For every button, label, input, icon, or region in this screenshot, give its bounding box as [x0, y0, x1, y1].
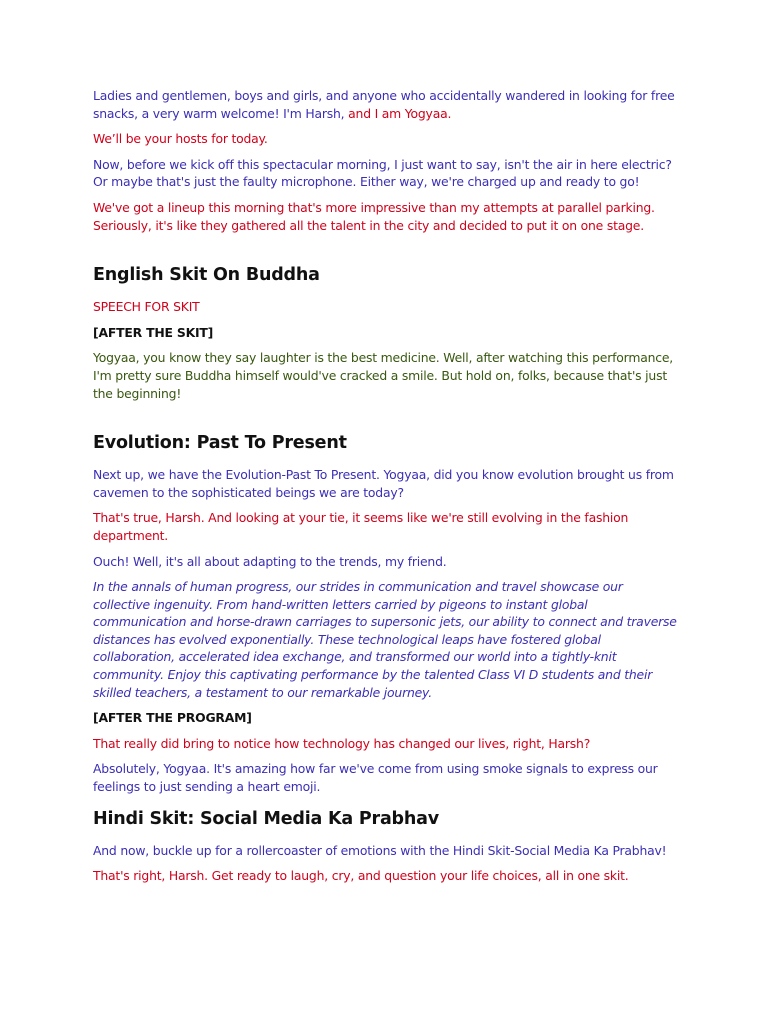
evolution-paragraph-tie: That's true, Harsh. And looking at your tie, it seems like we're still evolving in the fashion department. — [93, 510, 629, 543]
after-the-program-label: [AFTER THE PROGRAM] — [93, 710, 252, 726]
after-the-skit-label: [AFTER THE SKIT] — [93, 324, 214, 340]
evolution-paragraph-emoji: Absolutely, Yogyaa. It's amazing how far we've come from using smoke signals to express our feelings to just sending a heart emoji. — [93, 761, 658, 795]
buddha-paragraph: Yogyaa, you know they say laughter is the best medicine. Well, after watching this performance, I'm pretty sure Buddha himself would've cracked a smile. But hold on, folks, because that's just the beginning! — [93, 350, 674, 401]
evolution-paragraph-description: In the annals of human progress, our strides in communication and travel showcase our collective ingenuity. From hand-written letters carried by pigeons to instant global communication and horse-drawn carriages to supersonic jets, our ability to connect and traverse distances has evolved exponentially. These technological leaps have fostered global collaboration, accelerated idea exchange, and transformed our world into a tightly-knit community. Enjoy this captivating performance by the talented Class VI D students and their skilled teachers, a testament to our remarkable journey. — [93, 579, 677, 700]
intro-paragraph-welcome — [93, 87, 683, 122]
intro-paragraph-lineup: We've got a lineup this morning that's more impressive than my attempts at parallel parking. Seriously, it's like they gathered all the talent in the city and decided to put it on one stage. — [93, 199, 655, 233]
evolution-paragraph-technology: That really did bring to notice how technology has changed our lives, right, Harsh? — [93, 735, 591, 751]
section-heading-hindi-skit: Hindi Skit: Social Media Ka Prabhav — [93, 808, 439, 829]
speech-for-skit-label: SPEECH FOR SKIT — [93, 299, 200, 315]
harsh-line: Ladies and gentlemen, boys and girls, and anyone who accidentally wandered in looking for free snacks, a very warm welcome! I'm Harsh, — [93, 88, 675, 121]
intro-paragraph-hosts: We’ll be your hosts for today. — [93, 131, 268, 147]
evolution-paragraph-intro: Next up, we have the Evolution-Past To Present. Yogyaa, did you know evolution brought us from cavemen to the sophisticated beings we are today? — [93, 467, 674, 500]
hindi-paragraph-rollercoaster: And now, buckle up for a rollercoaster of emotions with the Hindi Skit-Social Media Ka Prabhav! — [93, 842, 667, 858]
evolution-paragraph-ouch: Ouch! Well, it's all about adapting to the trends, my friend. — [93, 553, 447, 569]
hindi-paragraph-laugh: That's right, Harsh. Get ready to laugh, cry, and question your life choices, all in one skit. — [93, 868, 629, 884]
intro-paragraph-electric: Now, before we kick off this spectacular morning, I just want to say, isn't the air in here electric? Or maybe that's just the faulty microphone. Either way, we're charged up and ready to go! — [93, 156, 672, 190]
section-heading-buddha: English Skit On Buddha — [93, 265, 320, 286]
yogyaa-line: and I am Yogyaa. — [344, 105, 452, 121]
document-content — [93, 87, 683, 893]
section-heading-evolution: Evolution: Past To Present — [93, 433, 347, 454]
